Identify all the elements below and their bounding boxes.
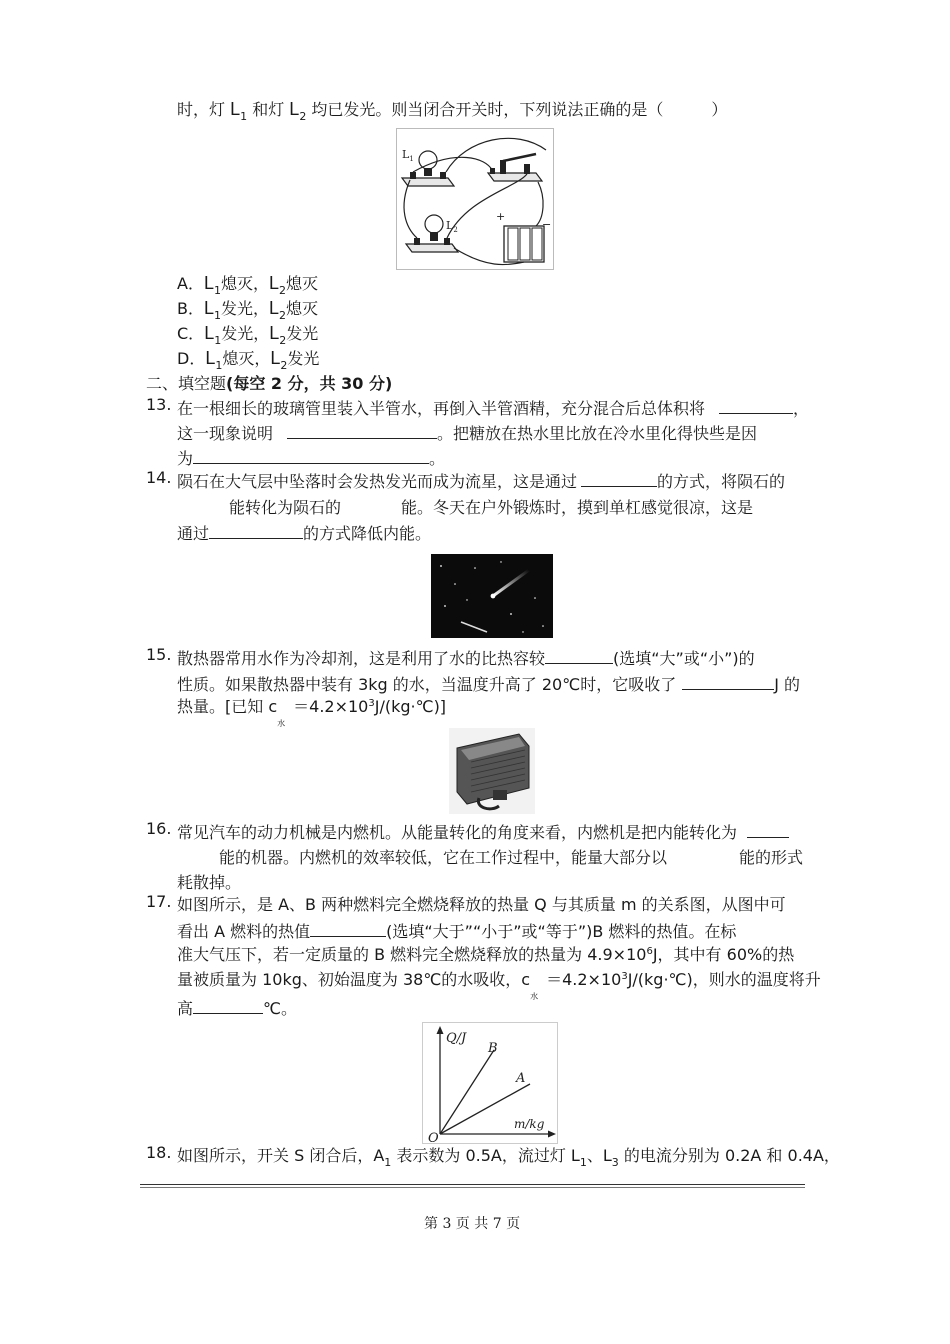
q14-text: 的方式，将陨石的 bbox=[657, 472, 786, 491]
q13-blank-3[interactable] bbox=[193, 445, 429, 464]
graph-label-a: A bbox=[516, 1071, 526, 1086]
q15-blank-1[interactable] bbox=[545, 645, 613, 664]
q17-number: 17. bbox=[146, 892, 172, 911]
graph-label-b: B bbox=[488, 1041, 498, 1056]
q17-line2 bbox=[177, 918, 736, 942]
q13-text: 为 bbox=[177, 449, 194, 468]
circuit-figure bbox=[396, 128, 554, 270]
q17-text: 准大气压下，若一定质量的 B 燃料完全燃烧释放的热量为 4.9×10 bbox=[177, 945, 647, 964]
q-m-graph bbox=[422, 1022, 558, 1144]
q15-blank-2[interactable] bbox=[682, 671, 774, 690]
q17-line1: 如图所示，是 A、B 两种燃料完全燃烧释放的热量 Q 与其质量 m 的关系图，从图中可 bbox=[177, 895, 786, 914]
q17-line3 bbox=[177, 942, 794, 965]
q17-sup: 3 bbox=[621, 971, 628, 982]
bulb-l1-base bbox=[424, 168, 432, 176]
q15-line2 bbox=[177, 671, 800, 695]
q17-text: ＝4.2×10 bbox=[546, 970, 622, 989]
switch-board bbox=[488, 173, 542, 181]
q14-blank-2[interactable] bbox=[177, 495, 229, 513]
q12-intro-post: 均已发光。则当闭合开关时，下列说法正确的是（ ） bbox=[306, 100, 728, 119]
meteor-image bbox=[431, 554, 553, 638]
q12-option-a[interactable]: A．$L_1$熄灭，$L_2$熄灭 bbox=[177, 273, 319, 297]
bulb-l2-icon bbox=[425, 215, 443, 233]
q12-option-c[interactable]: C．$L_1$发光，$L_2$发光 bbox=[177, 323, 319, 347]
label-l1: $L_1$ bbox=[402, 148, 414, 163]
q15-text: 散热器常用水作为冷却剂，这是利用了水的比热容较 bbox=[177, 649, 546, 668]
q15-number: 15. bbox=[146, 645, 172, 664]
option-letter: C． bbox=[177, 324, 205, 343]
option-text-a: 熄灭， bbox=[222, 349, 271, 368]
q14-text: 能。冬天在户外锻炼时，摸到单杠感觉很凉，这是 bbox=[401, 498, 754, 517]
q14-blank-4[interactable] bbox=[209, 520, 303, 539]
q12-option-d[interactable]: D．$L_1$熄灭，$L_2$发光 bbox=[177, 348, 320, 372]
footer-rule-2 bbox=[140, 1187, 805, 1188]
q12-option-b[interactable]: B．$L_1$发光，$L_2$熄灭 bbox=[177, 298, 319, 322]
q16-blank-1[interactable] bbox=[747, 819, 789, 838]
q12-intro-mid: 和灯 bbox=[247, 100, 290, 119]
q17-text: 高 bbox=[177, 999, 194, 1018]
q16-number: 16. bbox=[146, 819, 172, 838]
q17-sup: 6 bbox=[646, 946, 653, 957]
page-number: 第 3 页 共 7 页 bbox=[424, 1216, 521, 1232]
option-letter: B． bbox=[177, 299, 204, 318]
q17-text: J/(kg·℃)，则水的温度将升 bbox=[627, 970, 821, 989]
battery-plus: + bbox=[496, 210, 506, 223]
q17-sub: 水 bbox=[530, 992, 539, 1001]
switch-icon bbox=[500, 160, 506, 174]
q15-text: ＝4.2×10 bbox=[293, 697, 369, 716]
q12-intro-l1: L bbox=[230, 99, 241, 119]
q17-text: ℃。 bbox=[263, 999, 297, 1018]
q18-line1 bbox=[177, 1143, 840, 1169]
section-title: 二、填空题 bbox=[146, 374, 227, 393]
circuit-diagram bbox=[396, 128, 554, 270]
q14-blank-1[interactable] bbox=[581, 468, 657, 487]
graph-ylabel: Q/J bbox=[446, 1031, 467, 1046]
q13-comma: ， bbox=[793, 399, 810, 418]
q17-text: J，其中有 60%的热 bbox=[652, 945, 795, 964]
q15-text: 性质。如果散热器中装有 3kg 的水，当温度升高了 20℃时，它吸收了 bbox=[177, 675, 677, 694]
q16-line2 bbox=[177, 845, 803, 868]
q17-line5 bbox=[177, 995, 297, 1019]
option-text-b: 熄灭 bbox=[286, 299, 319, 318]
graph-origin: O bbox=[428, 1131, 439, 1144]
q12-intro-s2: 2 bbox=[299, 110, 307, 123]
q14-number: 14. bbox=[146, 468, 172, 487]
q17-text: 看出 A 燃料的热值 bbox=[177, 922, 311, 941]
option-text-a: 发光， bbox=[221, 299, 270, 318]
q15-text: (选填“大”或“小”)的 bbox=[613, 649, 755, 668]
option-text-b: 发光 bbox=[287, 349, 320, 368]
q-m-graph-svg bbox=[422, 1022, 558, 1144]
q12-intro bbox=[177, 97, 727, 123]
label-l2: $L_2$ bbox=[446, 219, 458, 234]
q14-text: 陨石在大气层中坠落时会发热发光而成为流星，这是通过 bbox=[177, 472, 578, 491]
option-letter: D． bbox=[177, 349, 206, 368]
q18-text: 、L bbox=[586, 1146, 612, 1165]
q16-line3: 耗散掉。 bbox=[177, 873, 242, 892]
footer-rule bbox=[140, 1184, 805, 1185]
bulb-l1-icon bbox=[419, 151, 437, 169]
q16-text: 能的机器。内燃机的效率较低，它在工作过程中，能量大部分以 bbox=[219, 848, 668, 867]
q13-text: 这一现象说明 bbox=[177, 424, 274, 443]
battery-minus: − bbox=[542, 218, 552, 231]
q14-line1 bbox=[177, 468, 785, 492]
q18-sub: 3 bbox=[611, 1156, 619, 1169]
q18-number: 18. bbox=[146, 1143, 172, 1162]
q13-blank-2[interactable] bbox=[287, 420, 437, 439]
q15-sup: 3 bbox=[368, 698, 375, 709]
board-l2 bbox=[406, 244, 458, 252]
q15-sub: 水 bbox=[277, 719, 286, 728]
q15-line3 bbox=[177, 694, 446, 729]
q15-text: J 的 bbox=[774, 675, 801, 694]
q13-text: 在一根细长的玻璃管里装入半管水，再倒入半管酒精，充分混合后总体积将 bbox=[177, 399, 706, 418]
option-text-a: 发光， bbox=[221, 324, 270, 343]
q14-text: 的方式降低内能。 bbox=[303, 524, 432, 543]
q16-blank-2[interactable] bbox=[667, 845, 739, 863]
q13-blank-1[interactable] bbox=[719, 395, 793, 414]
q16-line1 bbox=[177, 819, 789, 843]
meteor-icon bbox=[431, 554, 553, 638]
q15-text: 热量。[已知 c bbox=[177, 697, 278, 716]
q12-intro-l2: L bbox=[289, 99, 300, 119]
q13-line3 bbox=[177, 445, 445, 469]
option-letter: A． bbox=[177, 274, 204, 293]
section-header bbox=[146, 371, 392, 394]
q16-text: 能的形式 bbox=[739, 848, 804, 867]
q17-text: (选填“大于”“小于”或“等于”)B 燃料的热值。在标 bbox=[386, 922, 737, 941]
q14-text: 通过 bbox=[177, 524, 210, 543]
section-score: (每空 2 分，共 30 分) bbox=[226, 374, 393, 393]
q13-line2 bbox=[177, 420, 757, 444]
q15-text: J/(kg·℃)] bbox=[374, 697, 447, 716]
q18-text: 的电流分别为 0.2A 和 0.4A， bbox=[618, 1146, 840, 1165]
q12-intro-pre: 时，灯 bbox=[177, 100, 231, 119]
q18-sub: 1 bbox=[384, 1156, 392, 1169]
radiator-icon bbox=[449, 728, 535, 814]
q13-number: 13. bbox=[146, 395, 172, 414]
option-text-a: 熄灭， bbox=[220, 274, 269, 293]
q18-text: 表示数为 0.5A，流过灯 L bbox=[391, 1146, 580, 1165]
graph-xlabel: m/kg bbox=[514, 1117, 545, 1131]
q16-blank-1-cont[interactable] bbox=[177, 845, 219, 863]
q17-text: 量被质量为 10kg、初始温度为 38℃的水吸收，c bbox=[177, 970, 531, 989]
q12-intro-s1: 1 bbox=[240, 110, 248, 123]
q16-text: 常见汽车的动力机械是内燃机。从能量转化的角度来看，内燃机是把内能转化为 bbox=[177, 823, 738, 842]
radiator-image bbox=[449, 728, 535, 814]
option-text-b: 发光 bbox=[286, 324, 319, 343]
q13-text: 。把糖放在热水里比放在冷水里化得快些是因 bbox=[437, 424, 758, 443]
q17-blank-1[interactable] bbox=[310, 918, 386, 937]
q18-text: 如图所示，开关 S 闭合后，A bbox=[177, 1146, 385, 1165]
q14-line3 bbox=[177, 520, 431, 544]
option-text-b: 熄灭 bbox=[286, 274, 319, 293]
q14-text: 能转化为陨石的 bbox=[229, 498, 342, 517]
q14-line2 bbox=[177, 495, 753, 518]
q13-text: 。 bbox=[429, 449, 446, 468]
q17-blank-2[interactable] bbox=[193, 995, 263, 1014]
q15-line1 bbox=[177, 645, 755, 669]
q14-blank-3[interactable] bbox=[341, 495, 401, 513]
q18-sub: 1 bbox=[579, 1156, 587, 1169]
q13-line1 bbox=[177, 395, 809, 419]
